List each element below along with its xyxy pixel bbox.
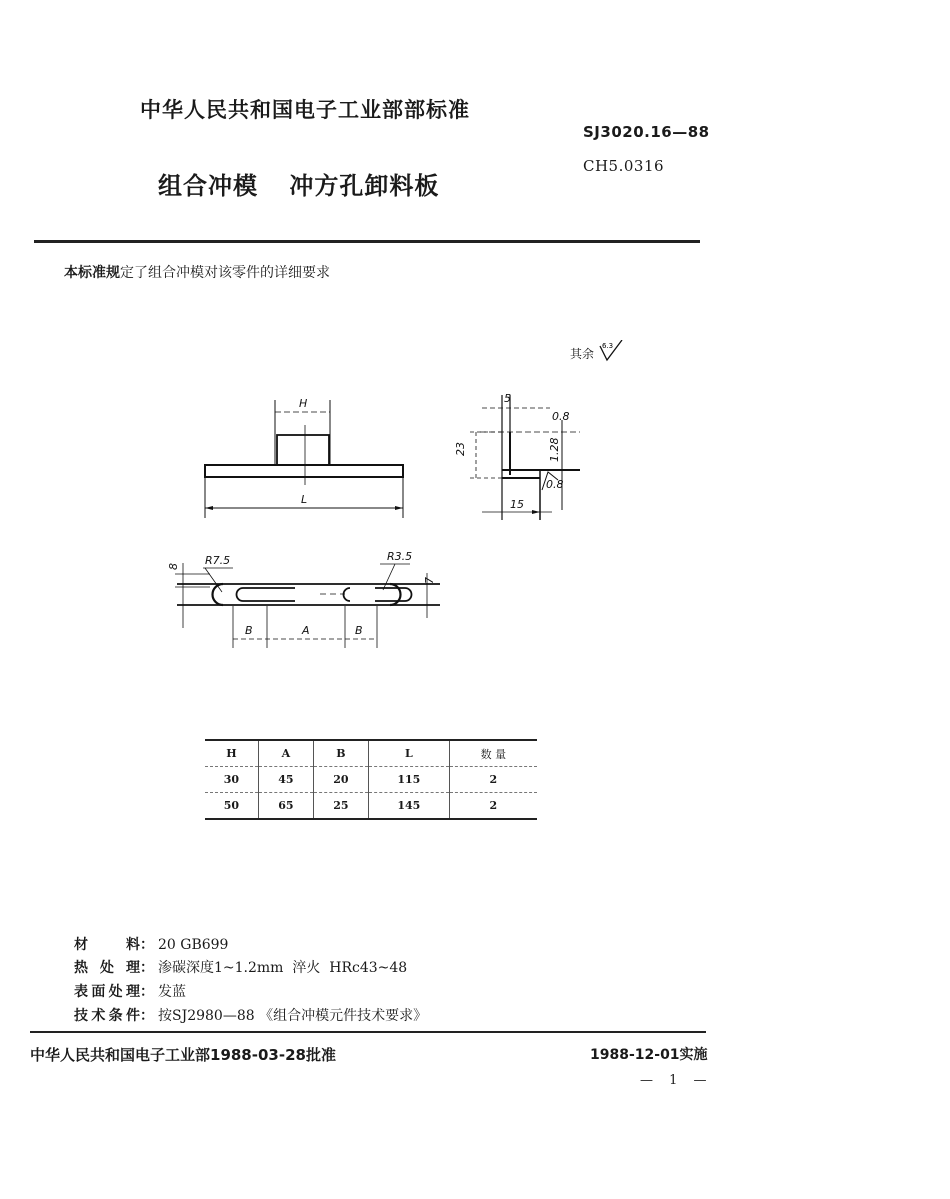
- spec-value: 渗碳深度1~1.2mm 淬火 HRc43~48: [158, 960, 408, 976]
- front-view-drawing: [195, 390, 415, 525]
- spec-technical-conditions: 技术条件： 按SJ2980—88 《组合冲模元件技术要求》: [74, 1005, 427, 1027]
- roughness-symbol-icon: [598, 340, 626, 364]
- spec-label: 材料: [74, 937, 140, 953]
- title-category: 组合冲模: [158, 172, 258, 200]
- header-rule: [34, 240, 700, 243]
- header-B: B: [313, 740, 368, 767]
- spec-label: 技术条件: [74, 1008, 140, 1024]
- cell-quantity: 2: [449, 767, 537, 793]
- footer-rule: [30, 1031, 706, 1033]
- standard-code: SJ3020.16—88: [583, 123, 710, 141]
- dim-7-label: 7: [423, 577, 436, 584]
- header-quantity: 数 量: [449, 740, 537, 767]
- cell-L: 145: [368, 793, 449, 820]
- plan-view-drawing: [165, 548, 445, 653]
- roughness-note: [570, 340, 626, 364]
- spec-value: 按SJ2980—88 《组合冲模元件技术要求》: [158, 1008, 428, 1024]
- document-title: [158, 166, 439, 201]
- class-code: CH5.0316: [583, 157, 665, 175]
- intro-bold: 本标准规: [64, 265, 120, 281]
- dim-5-label: 5: [504, 392, 511, 405]
- header-H: H: [226, 747, 237, 760]
- dim-L-label: L: [301, 493, 308, 506]
- page-number: — 1 —: [640, 1073, 713, 1088]
- header-A: A: [258, 740, 313, 767]
- radius-left-label: R7.5: [205, 554, 231, 567]
- dim-A-label: A: [302, 624, 310, 637]
- table-row: [205, 767, 537, 793]
- cell-H: 30: [223, 773, 240, 786]
- intro-text: [64, 262, 330, 282]
- svg-text:6.3: 6.3: [601, 342, 613, 350]
- issuing-organization: 中华人民共和国电子工业部部标准: [140, 98, 470, 122]
- spec-label: 表面处理: [74, 984, 140, 1000]
- cell-L: 115: [368, 767, 449, 793]
- spec-value: 20 GB699: [158, 937, 229, 953]
- dim-15-label: 15: [510, 498, 524, 511]
- cell-A: 45: [258, 767, 313, 793]
- radius-right-label: R3.5: [387, 550, 413, 563]
- cell-B: 20: [313, 767, 368, 793]
- roughness-top-label: 0.8: [552, 410, 570, 423]
- roughness-note-label: 其余: [570, 347, 595, 361]
- spec-value: 发蓝: [158, 984, 186, 1000]
- table-row: [205, 793, 537, 820]
- side-view-drawing: [454, 390, 590, 525]
- effective-date: 1988-12-01实施: [590, 1047, 708, 1063]
- dim-H-label: H: [299, 397, 308, 410]
- cell-A: 65: [258, 793, 313, 820]
- cell-B: 25: [313, 793, 368, 820]
- spec-label: 热处理: [74, 960, 140, 976]
- dimension-table: [205, 739, 537, 820]
- roughness-side-label: 1.28: [548, 437, 561, 462]
- intro-rest: 定了组合冲模对该零件的详细要求: [120, 265, 330, 281]
- spec-surface-treatment: 表面处理： 发蓝: [74, 981, 186, 1003]
- approval-text: 中华人民共和国电子工业部1988-03-28批准: [30, 1046, 336, 1064]
- spec-heat-treatment: 热处理： 渗碳深度1~1.2mm 淬火 HRc43~48: [74, 957, 407, 979]
- spec-material: 材料： 20 GB699: [74, 934, 228, 956]
- cell-H: 50: [223, 799, 240, 812]
- dim-8-label: 8: [167, 563, 180, 570]
- table-header-row: [205, 740, 537, 767]
- dim-B1-label: B: [245, 624, 253, 637]
- dim-B2-label: B: [355, 624, 363, 637]
- dim-23-label: 23: [454, 442, 467, 456]
- title-part-name: 冲方孔卸料板: [289, 172, 440, 200]
- header-L: L: [368, 740, 449, 767]
- cell-quantity: 2: [449, 793, 537, 820]
- roughness-inner-label: 0.8: [546, 478, 564, 491]
